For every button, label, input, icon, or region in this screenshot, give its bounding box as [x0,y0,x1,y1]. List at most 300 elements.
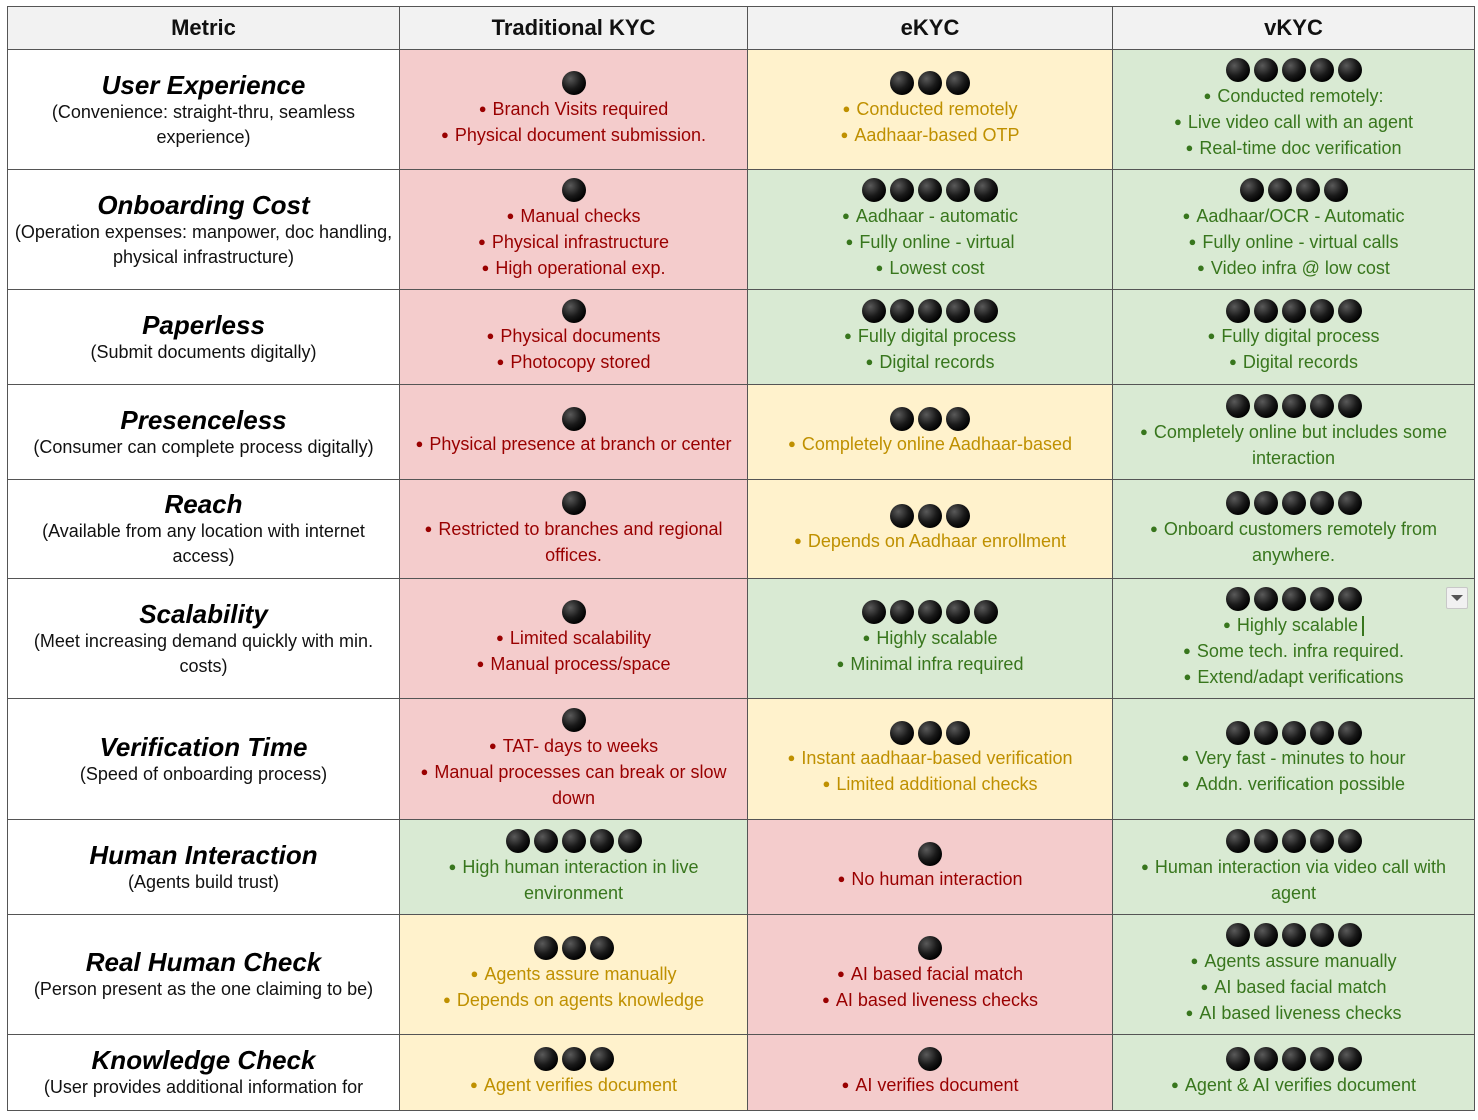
cell-traditional-kyc[interactable] [400,480,748,579]
black-circle-icon [1310,587,1334,611]
bullet-text: AI based facial match [1214,976,1387,997]
bullet-item [400,626,747,652]
bullet-text: Manual processes can break or slow down [434,761,727,808]
bullet-text: Manual checks [520,205,641,226]
metric-cell[interactable] [8,699,400,820]
black-circle-icon [1338,587,1362,611]
metric-cell[interactable] [8,1035,400,1111]
bullet-text: Restricted to branches and regional offices. [438,518,723,565]
metric-name: Paperless [142,309,265,340]
table-row [8,290,1475,385]
bullet-item [748,97,1112,123]
metric-cell[interactable] [8,820,400,915]
bullet-text: Video infra @ low cost [1210,257,1390,278]
black-circle-icon [946,178,970,202]
bullet-item [1113,855,1474,906]
bullet-item [748,204,1112,230]
bullet-item [1113,613,1474,639]
bullet-text: Live video call with an agent [1187,111,1413,132]
cell-vkyc[interactable] [1113,820,1475,915]
black-circle-icon [1282,829,1306,853]
bullet-text: AI based facial match [850,963,1023,984]
bullet-text: Digital records [1242,352,1358,372]
black-circle-icon [1282,1047,1306,1071]
cell-vkyc[interactable] [1113,1035,1475,1111]
bullet-item [1113,110,1474,136]
rating-dots [1113,1047,1474,1073]
bullet-icon: ● [481,259,490,275]
bullet-item [400,1073,747,1099]
black-circle-icon [918,721,942,745]
bullet-icon: ● [837,871,846,886]
bullet-item [748,652,1112,678]
bullet-icon: ● [476,655,485,671]
bullet-icon: ● [842,207,850,223]
bullet-item [1113,772,1474,798]
black-circle-icon [946,299,970,323]
table-row [8,579,1475,699]
black-circle-icon [562,708,586,732]
black-circle-icon [1226,1047,1250,1071]
bullet-text: Agent & AI verifies document [1184,1074,1416,1095]
rating-dots [748,406,1112,432]
black-circle-icon [1282,58,1306,82]
rating-dots [748,720,1112,746]
cell-traditional-kyc[interactable] [400,385,748,480]
rating-dots [1113,491,1474,517]
bullet-text: Physical infrastructure [491,231,669,252]
bullet-icon: ● [1197,259,1205,275]
black-circle-icon [562,600,586,624]
black-circle-icon [506,829,530,853]
black-circle-icon [534,829,558,853]
black-circle-icon [562,407,586,431]
black-circle-icon [890,504,914,528]
bullet-text: Aadhaar-based OTP [854,124,1020,145]
black-circle-icon [1254,394,1278,418]
cell-traditional-kyc[interactable] [400,1035,748,1111]
bullet-text: Addn. verification possible [1195,774,1405,794]
bullet-text: Aadhaar - automatic [855,205,1018,226]
black-circle-icon [1282,721,1306,745]
metric-description: (Agents build trust) [127,871,280,892]
black-circle-icon [1310,923,1334,947]
bullet-icon: ● [496,354,505,369]
bullet-item [400,988,747,1014]
metric-description: (Person present as the one claiming to be) [33,979,374,999]
bullet-item [748,746,1112,772]
bullet-text: Instant aadhaar-based verification [801,748,1073,768]
cell-ekyc[interactable] [748,385,1113,480]
bullet-text: Agent verifies document [483,1074,677,1095]
black-circle-icon [890,299,914,323]
metric-name: Reach [164,489,243,519]
cell-traditional-kyc[interactable] [400,170,748,290]
black-circle-icon [918,178,942,202]
bullet-item [1113,949,1474,975]
black-circle-icon [1296,178,1320,202]
bullet-icon: ● [470,1076,478,1092]
black-circle-icon [1338,299,1362,323]
cell-ekyc[interactable] [748,290,1113,385]
black-circle-icon [1226,58,1250,82]
table-row [8,480,1475,579]
bullet-text: Physical documents [500,326,661,346]
black-circle-icon [1226,721,1250,745]
metric-description: (Consumer can complete process digitally) [33,436,374,457]
black-circle-icon [562,491,586,515]
rating-dots [400,406,747,432]
bullet-text: No human interaction [851,869,1023,889]
table-row [8,820,1475,915]
bullet-text: Very fast - minutes to hour [1195,748,1406,768]
bullet-item [748,256,1112,282]
rating-dots [748,841,1112,867]
black-circle-icon [918,71,942,95]
bullet-item [1113,639,1474,665]
header-traditional-kyc[interactable]: Traditional KYC [400,7,748,50]
table-body [8,50,1475,1111]
bullet-item [400,350,747,376]
black-circle-icon [1254,923,1278,947]
bullet-icon: ● [1174,113,1182,129]
bullet-icon: ● [1190,952,1199,968]
bullet-text: Physical document submission. [454,124,706,145]
metric-cell[interactable] [8,170,400,290]
black-circle-icon [1268,178,1292,202]
bullet-text: Completely online but includes some interaction [1153,421,1448,468]
cell-vkyc[interactable] [1113,915,1475,1035]
black-circle-icon [1310,829,1334,853]
cell-traditional-kyc[interactable] [400,290,748,385]
bullet-item [400,962,747,988]
bullet-text: High human interaction in live environment [462,856,699,903]
black-circle-icon [946,407,970,431]
bullet-item [400,230,747,256]
black-circle-icon [1338,1047,1362,1071]
bullet-text: Depends on Aadhaar enrollment [807,531,1067,551]
black-circle-icon [590,829,614,853]
black-circle-icon [562,178,586,202]
bullet-icon: ● [844,328,852,343]
cell-ekyc[interactable] [748,915,1113,1035]
bullet-item [1113,230,1474,256]
bullet-icon: ● [822,776,831,791]
bullet-text: AI based liveness checks [835,989,1038,1010]
bullet-icon: ● [836,655,845,671]
bullet-icon: ● [1207,328,1216,343]
cell-ekyc[interactable] [748,699,1113,820]
rating-dots [400,708,747,734]
bullet-icon: ● [1183,668,1192,684]
bullet-icon: ● [862,629,871,645]
bullet-icon: ● [837,965,845,981]
bullet-icon: ● [486,328,495,343]
bullet-text: Extend/adapt verifications [1197,666,1404,687]
black-circle-icon [974,600,998,624]
rating-dots [748,503,1112,529]
bullet-text: Physical presence at branch or center [429,434,732,454]
black-circle-icon [1338,394,1362,418]
black-circle-icon [946,71,970,95]
black-circle-icon [1310,58,1334,82]
bullet-item [748,626,1112,652]
rating-dots [400,298,747,324]
cell-ekyc[interactable] [748,50,1113,170]
bullet-item [748,230,1112,256]
black-circle-icon [862,299,886,323]
bullet-icon: ● [793,533,802,548]
cell-vkyc[interactable] [1113,579,1475,699]
bullet-text: Fully digital process [857,326,1016,346]
rating-dots [1113,720,1474,746]
cell-vkyc[interactable] [1113,170,1475,290]
bullet-item [1113,1001,1474,1027]
metric-name: Verification Time [99,731,308,762]
black-circle-icon [918,600,942,624]
black-circle-icon [1240,178,1264,202]
bullet-text: Some tech. infra required. [1196,640,1404,661]
rating-dots [400,1047,747,1073]
bullet-item [1113,350,1474,376]
bullet-item [400,734,747,760]
black-circle-icon [1254,491,1278,515]
bullet-item [400,517,747,568]
bullet-item [1113,517,1474,568]
bullet-text: TAT- days to weeks [502,735,659,756]
cell-vkyc[interactable] [1113,480,1475,579]
metric-description: (Meet increasing demand quickly with min. costs) [33,630,374,676]
black-circle-icon [1310,394,1334,418]
black-circle-icon [590,936,614,960]
cell-vkyc[interactable] [1113,385,1475,480]
black-circle-icon [974,299,998,323]
black-circle-icon [618,829,642,853]
rating-dots [400,178,747,204]
black-circle-icon [1226,299,1250,323]
bullet-icon: ● [1183,642,1191,658]
bullet-icon: ● [442,991,451,1007]
table-row [8,170,1475,290]
bullet-item [1113,324,1474,350]
bullet-icon: ● [420,763,429,779]
cell-ekyc[interactable] [748,480,1113,579]
metric-cell[interactable] [8,50,400,170]
bullet-item [1113,665,1474,691]
black-circle-icon [1282,394,1306,418]
bullet-text: Aadhaar/OCR - Automatic [1196,205,1405,226]
bullet-text: Real-time doc verification [1199,137,1402,158]
metric-cell[interactable] [8,290,400,385]
black-circle-icon [1254,829,1278,853]
bullet-icon: ● [424,520,433,536]
bullet-item [748,867,1112,893]
bullet-item [400,324,747,350]
black-circle-icon [974,178,998,202]
bullet-item [400,855,747,906]
black-circle-icon [946,600,970,624]
bullet-item [748,432,1112,458]
bullet-text: Human interaction via video call with agent [1154,856,1446,903]
cell-ekyc[interactable] [748,170,1113,290]
black-circle-icon [1310,491,1334,515]
bullet-text: Fully online - virtual [859,231,1015,252]
bullet-item [748,1073,1112,1099]
black-circle-icon [918,936,942,960]
bullet-text: Conducted remotely: [1217,85,1384,106]
rating-dots [748,1047,1112,1073]
bullet-text: Lowest cost [889,257,985,278]
metric-cell[interactable] [8,579,400,699]
bullet-icon: ● [1182,776,1190,791]
black-circle-icon [918,299,942,323]
black-circle-icon [534,1047,558,1071]
cell-traditional-kyc[interactable] [400,699,748,820]
black-circle-icon [1254,299,1278,323]
rating-dots [748,178,1112,204]
metric-name: Onboarding Cost [97,189,310,220]
table-row [8,699,1475,820]
cell-vkyc[interactable] [1113,50,1475,170]
bullet-icon: ● [488,737,497,753]
bullet-item [1113,256,1474,282]
bullet-text: Fully digital process [1221,326,1380,346]
black-circle-icon [1324,178,1348,202]
bullet-item [1113,1073,1474,1099]
header-ekyc[interactable]: eKYC [748,7,1113,50]
black-circle-icon [1338,721,1362,745]
bullet-icon: ● [865,354,874,369]
cell-traditional-kyc[interactable] [400,820,748,915]
bullet-item [1113,420,1474,471]
cell-traditional-kyc[interactable] [400,579,748,699]
bullet-item [400,256,747,282]
bullet-text: Completely online Aadhaar-based [801,434,1073,454]
black-circle-icon [1226,829,1250,853]
black-circle-icon [890,721,914,745]
bullet-icon: ● [1185,1004,1194,1020]
dropdown-arrow-icon[interactable] [1446,587,1468,609]
black-circle-icon [918,1047,942,1071]
black-circle-icon [1338,491,1362,515]
black-circle-icon [1338,923,1362,947]
bullet-icon: ● [1171,1076,1179,1092]
metric-name: Human Interaction [89,839,318,870]
bullet-item [748,350,1112,376]
bullet-icon: ● [787,750,796,765]
bullet-icon: ● [1229,354,1237,369]
bullet-text: Minimal infra required [850,653,1024,674]
bullet-icon: ● [1200,978,1209,994]
rating-dots [1113,923,1474,949]
bullet-item [400,760,747,811]
bullet-text: AI based liveness checks [1199,1002,1402,1023]
bullet-item [400,432,747,458]
bullet-icon: ● [1188,233,1197,249]
bullet-item [400,652,747,678]
bullet-item [1113,746,1474,772]
black-circle-icon [590,1047,614,1071]
bullet-icon: ● [1150,520,1158,536]
black-circle-icon [562,1047,586,1071]
rating-dots [400,600,747,626]
rating-dots [1113,58,1474,84]
bullet-text: Branch Visits required [492,98,669,119]
black-circle-icon [1226,587,1250,611]
black-circle-icon [946,721,970,745]
bullet-text: Manual process/space [490,653,671,674]
rating-dots [400,936,747,962]
metric-description: (Submit documents digitally) [90,341,317,362]
rating-dots [400,71,747,97]
rating-dots [748,600,1112,626]
black-circle-icon [918,407,942,431]
black-circle-icon [918,842,942,866]
bullet-icon: ● [1139,423,1148,439]
bullet-icon: ● [1185,139,1194,155]
black-circle-icon [890,178,914,202]
black-circle-icon [562,299,586,323]
black-circle-icon [1282,923,1306,947]
black-circle-icon [1310,721,1334,745]
cell-traditional-kyc[interactable] [400,50,748,170]
bullet-icon: ● [1141,858,1149,874]
rating-dots [1113,178,1474,204]
metric-cell[interactable] [8,915,400,1035]
rating-dots [400,491,747,517]
cell-vkyc[interactable] [1113,290,1475,385]
cell-traditional-kyc[interactable] [400,915,748,1035]
bullet-item [748,772,1112,798]
bullet-icon: ● [1182,207,1191,223]
cell-vkyc[interactable] [1113,699,1475,820]
metric-cell[interactable] [8,385,400,480]
metric-name: Scalability [139,598,268,629]
table-row [8,1035,1475,1111]
cell-ekyc[interactable] [748,579,1113,699]
black-circle-icon [1338,829,1362,853]
rating-dots [1113,587,1474,613]
bullet-icon: ● [478,100,487,116]
header-metric[interactable]: Metric [8,7,400,50]
bullet-icon: ● [1203,87,1212,103]
table-row [8,50,1475,170]
cell-ekyc[interactable] [748,820,1113,915]
black-circle-icon [1254,721,1278,745]
black-circle-icon [1254,58,1278,82]
bullet-text: Limited scalability [509,627,651,648]
bullet-item [748,962,1112,988]
rating-dots [1113,394,1474,420]
metric-cell[interactable] [8,480,400,579]
black-circle-icon [1226,394,1250,418]
bullet-icon: ● [841,1076,850,1092]
metric-description: (Available from any location with internet access) [42,521,365,566]
bullet-icon: ● [1223,616,1231,632]
header-vkyc[interactable]: vKYC [1113,7,1475,50]
bullet-item [400,204,747,230]
black-circle-icon [1282,587,1306,611]
cell-ekyc[interactable] [748,1035,1113,1111]
bullet-icon: ● [842,100,851,116]
black-circle-icon [1226,923,1250,947]
bullet-item [1113,136,1474,162]
bullet-text: Onboard customers remotely from anywhere. [1163,518,1437,565]
bullet-item [1113,84,1474,110]
bullet-text: Agents assure manually [1204,950,1397,971]
bullet-text: Conducted remotely [856,98,1018,119]
metric-name: Real Human Check [85,947,322,977]
